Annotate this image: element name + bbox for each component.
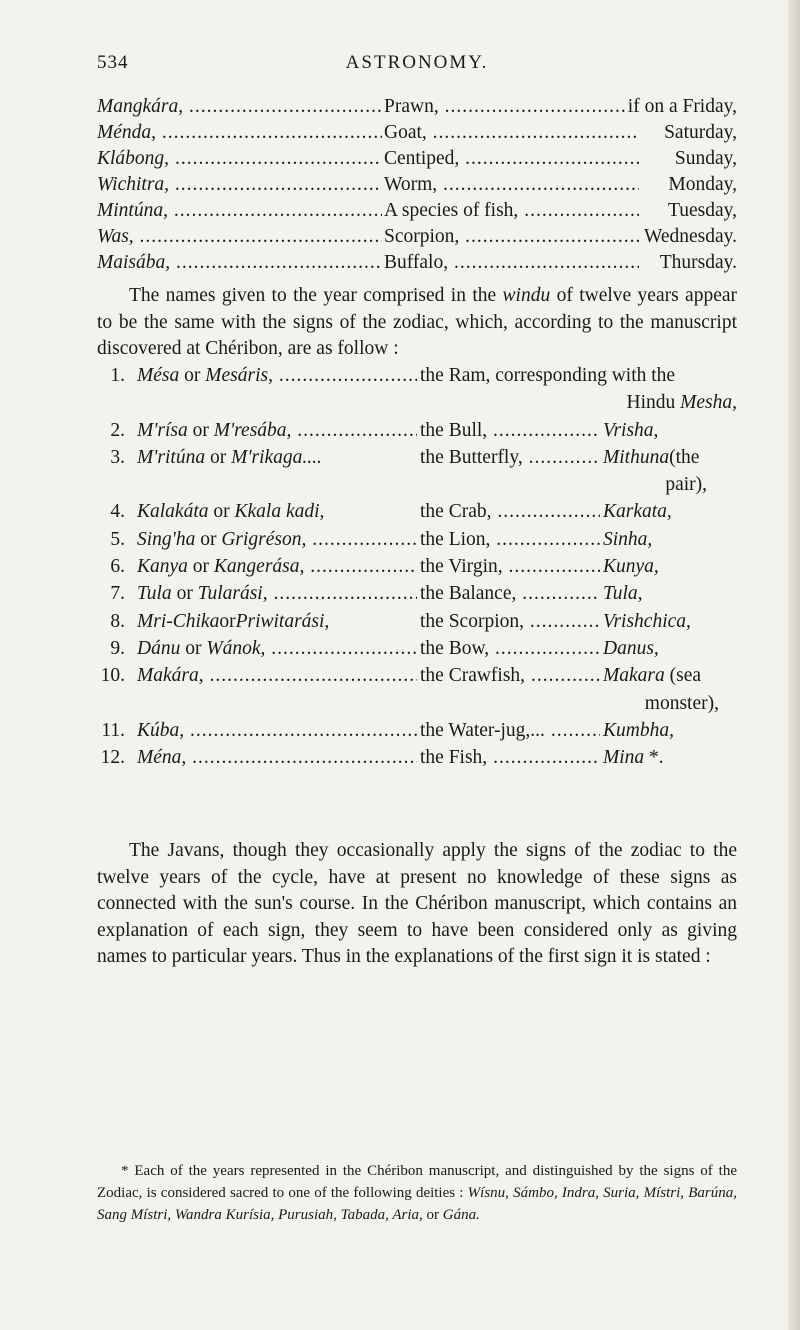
animal-name: Maisába, (97, 252, 171, 273)
animal-name: Wichitra, (97, 174, 170, 195)
days-table (97, 94, 737, 276)
days-row (97, 94, 737, 120)
page-edge-shadow (788, 0, 800, 1330)
weekday: Thursday. (657, 250, 737, 276)
weekday: Sunday, (672, 146, 737, 172)
zodiac-row: 7. Tula or Tularási, ..... the Balance, ..... Tula, (97, 580, 737, 607)
zodiac-row: 6. Kanya or Kangerása, ..... the Virgin, ..... Kunya, (97, 553, 737, 580)
zodiac-row: 3. M'ritúna or M'rikaga.... the Butterfly, ..... Mithuna(the pair), (97, 444, 737, 499)
footnote: * Each of the years represented in the Chéribon manuscript, and distinguished by the signs of the Zodiac, is considered sacred to one of the following deities : Wísnu, Sámbo, Indra, Suria, Místri, Barúna, Sang Místri, Wandra Kurísia, Purusiah, Tabada, Aria, or Gána. (97, 1163, 738, 1223)
animal-meaning: A species of fish, (384, 200, 519, 221)
animal-meaning: Centiped, (384, 148, 460, 169)
weekday: Wednesday. (641, 224, 737, 250)
weekday: Saturday, (661, 120, 737, 146)
zodiac-row: 2. M'rísa or M'resába, ..... the Bull, ..... Vrisha, (97, 417, 737, 444)
animal-name: Klábong, (97, 148, 170, 169)
days-row (97, 198, 737, 224)
intro-paragraph: The names given to the year comprised in the windu of twelve years appear to be the same with the signs of the zodiac, which, according to the manuscript discovered at Chéribon, are as follow : (97, 285, 738, 359)
days-row (97, 172, 737, 198)
weekday: Tuesday, (665, 198, 737, 224)
windu-term: windu (502, 285, 551, 306)
animal-meaning: Scorpion, (384, 226, 460, 247)
zodiac-row: 12. Ména, ..... the Fish, ..... Mina *. (97, 744, 737, 771)
deities-list: Wísnu, Sámbo, Indra, Suria, Místri, Barúna, Sang Místri, Wandra Kurísia, Purusiah, Tabada, Aria, (97, 1185, 738, 1223)
zodiac-row: 9. Dánu or Wánok, ..... the Bow, ..... Danus, (97, 635, 737, 662)
days-row (97, 146, 737, 172)
animal-name: Ménda, (97, 122, 157, 143)
weekday: if on a Friday, (625, 94, 737, 120)
zodiac-table (97, 362, 737, 771)
closing-paragraph: The Javans, though they occasionally apply the signs of the zodiac to the twelve years of the cycle, have at present no knowledge of these signs as connected with the sun's course. In the Chéribon manuscript, which contains an explanation of each sign, they seem to have been considered only as giving names to particular years. Thus in the explanations of the first sign it is stated : (97, 840, 737, 967)
animal-name: Mintúna, (97, 200, 168, 221)
days-row (97, 224, 737, 250)
page-header (97, 52, 737, 82)
animal-name: Was, (97, 226, 134, 247)
running-head: ASTRONOMY. (345, 52, 489, 73)
zodiac-row: 8. Mri-ChikaorPriwitarási, the Scorpion, ..... Vrishchica, (97, 608, 737, 635)
zodiac-row: 4. Kalakáta or Kkala kadi, the Crab, ..... Karkata, (97, 498, 737, 525)
animal-meaning: Worm, (384, 174, 438, 195)
animal-name: Mangkára, (97, 96, 184, 117)
animal-meaning: Goat, (384, 122, 427, 143)
zodiac-row: 5. Sing'ha or Grigréson, ..... the Lion, ..... Sinha, (97, 526, 737, 553)
days-row (97, 120, 737, 146)
zodiac-row: 10. Makára, ..... the Crawfish, ..... Makara (sea monster), (97, 662, 737, 717)
animal-meaning: Prawn, (384, 96, 439, 117)
days-row (97, 250, 737, 276)
page-number: 534 (97, 52, 129, 73)
animal-meaning: Buffalo, (384, 252, 449, 273)
zodiac-row: 1. Mésa or Mesáris, ..... the Ram, corresponding with the Hindu Mesha, (97, 362, 737, 417)
weekday: Monday, (665, 172, 737, 198)
zodiac-row: 11. Kúba, ..... the Water-jug,... ..... Kumbha, (97, 717, 737, 744)
